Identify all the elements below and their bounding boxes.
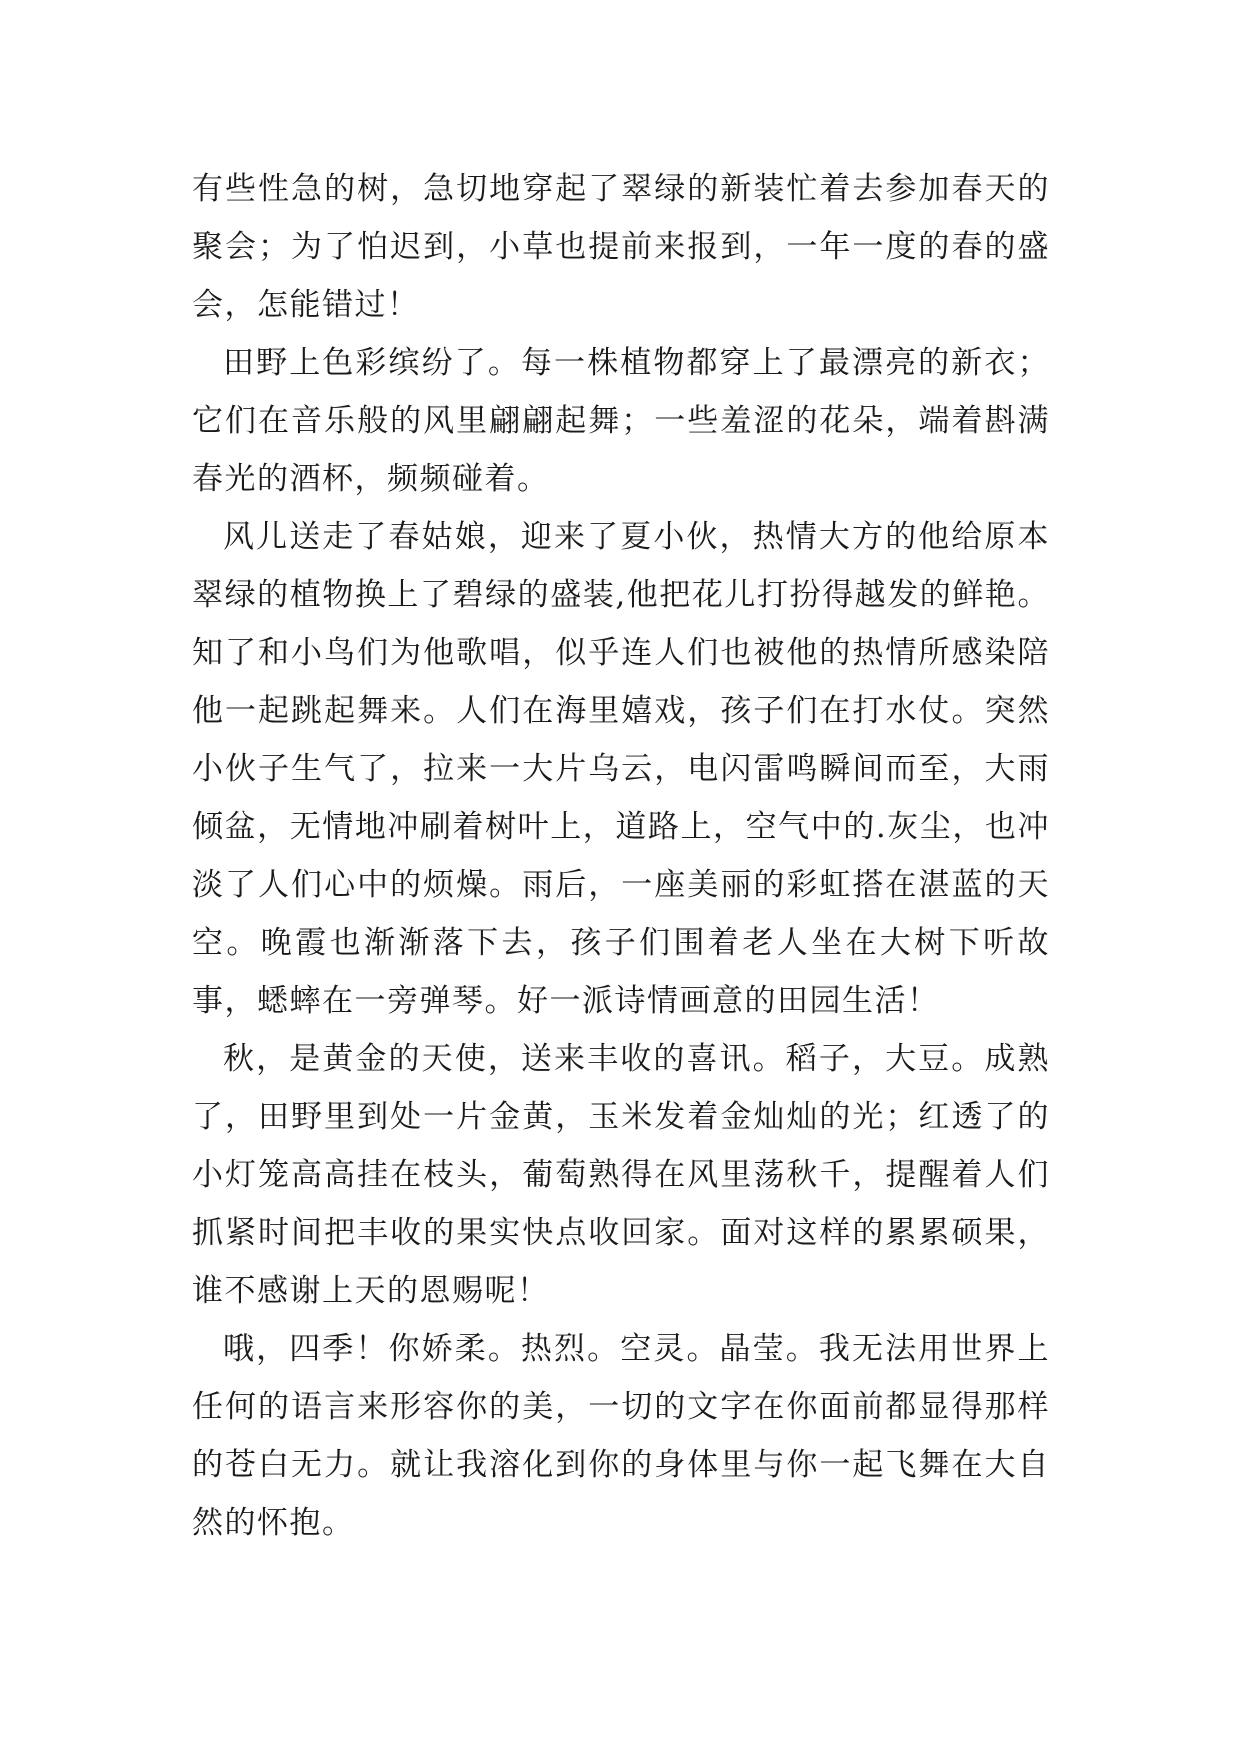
paragraph-3: 风儿送走了春姑娘，迎来了夏小伙，热情大方的他给原本翠绿的植物换上了碧绿的盛装,他把花儿打扮得越发的鲜艳。知了和小鸟们为他歌唱，似乎连人们也被他的热情所感染陪他一起跳起舞来。人们在海里嬉戏，孩子们在打水仗。突然小伙子生气了，拉来一大片乌云，电闪雷鸣瞬间而至，大雨倾盆，无情地冲刷着树叶上，道路上，空气中的.灰尘，也冲淡了人们心中的烦燥。雨后，一座美丽的彩虹搭在湛蓝的天空。晚霞也渐渐落下去，孩子们围着老人坐在大树下听故事，蟋蟀在一旁弹琴。好一派诗情画意的田园生活！ — [192, 519, 1050, 1019]
paragraph-2: 田野上色彩缤纷了。每一株植物都穿上了最漂亮的新衣；它们在音乐般的风里翩翩起舞；一些羞涩的花朵，端着斟满春光的酒杯，频频碰着。 — [192, 345, 1050, 497]
essay-body — [192, 160, 1050, 1552]
paragraph-4: 秋，是黄金的天使，送来丰收的喜讯。稻子，大豆。成熟了，田野里到处一片金黄，玉米发着金灿灿的光；红透了的小灯笼高高挂在枝头，葡萄熟得在风里荡秋千，提醒着人们抓紧时间把丰收的果实快点收回家。面对这样的累累硕果，谁不感谢上天的恩赐呢！ — [192, 1041, 1050, 1309]
paragraph-1: 有些性急的树，急切地穿起了翠绿的新装忙着去参加春天的聚会；为了怕迟到，小草也提前来报到，一年一度的春的盛会，怎能错过！ — [192, 171, 1050, 323]
paragraph-5: 哦，四季！你娇柔。热烈。空灵。晶莹。我无法用世界上任何的语言来形容你的美，一切的文字在你面前都显得那样的苍白无力。就让我溶化到你的身体里与你一起飞舞在大自然的怀抱。 — [192, 1331, 1050, 1541]
